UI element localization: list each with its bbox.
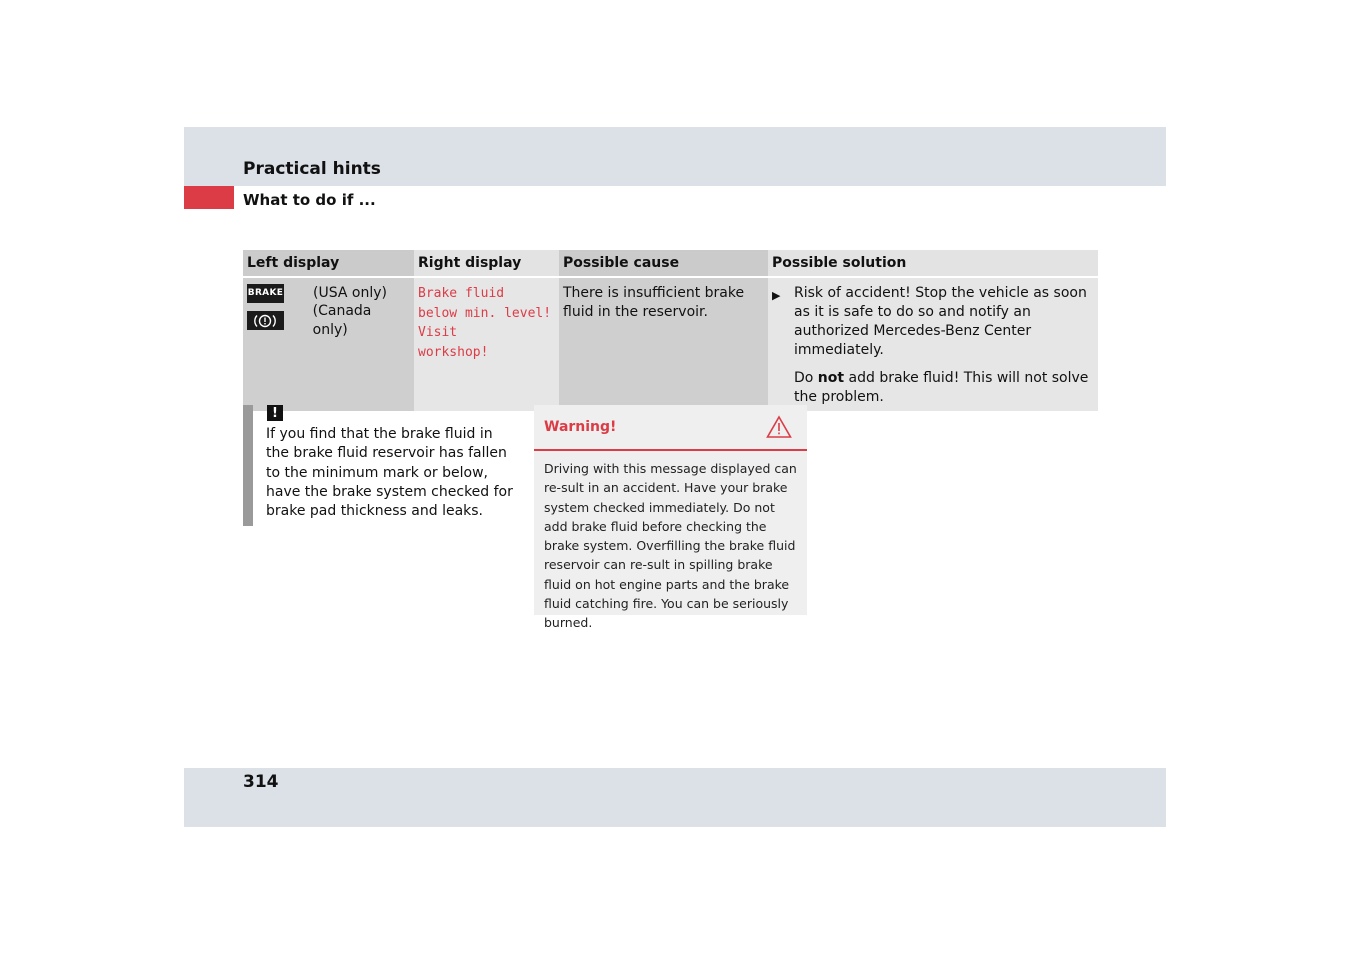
section-marker [184,186,234,209]
page-number: 314 [243,772,279,792]
header-left-display: Left display [243,250,414,277]
table-header-row [243,250,1098,277]
warning-text: Driving with this message displayed can re-sult in an accident. Have your brake system checked immediately. Do not add brake fluid before checking the brake system. Overfilling the brake fluid reservoir can re-sult in spilling brake fluid on hot engine parts and the brake fluid catching fire. You can be seriously burned. [544,461,797,631]
possible-cause-cell: There is insufficient brake fluid in the reservoir. [559,277,768,411]
left-display-cell [243,277,414,411]
solution-step [772,284,1094,360]
indicator-canada-label: (Canada only) [312,302,372,338]
right-display-cell [414,277,559,411]
exclamation-note-icon: ! [267,405,283,421]
footer-band [184,768,1166,827]
header-right-display: Right display [414,250,559,277]
warning-box [534,405,807,631]
triangle-bullet-icon: ▶ [772,289,781,302]
indicator-canada [247,302,410,338]
display-message-table [243,250,1098,411]
header-possible-solution: Possible solution [768,250,1098,277]
note-text: If you find that the brake fluid in the brake fluid reservoir has fallen to the minimum mark or below, have the brake system checked for brake pad thickness and leaks. [266,426,513,520]
section-title: Practical hints [243,159,381,179]
header-possible-cause: Possible cause [559,250,768,277]
display-message: Brake fluid below min. level! Visit workshop! [418,286,552,360]
table-row [243,277,1098,411]
solution-step-text: Risk of accident! Stop the vehicle as soon as it is safe to do so and notify an authorized Mercedes-Benz Center immediately. [794,285,1087,358]
warning-header [534,405,807,451]
brake-warning-icon: BRAKE [247,284,284,303]
note-bar [243,405,253,526]
possible-solution-cell [768,277,1098,411]
subsection-title: What to do if ... [243,191,376,209]
brake-circle-warning-icon [247,311,284,330]
indicator-usa-label: (USA only) [313,285,387,301]
solution-note: Do not add brake fluid! This will not solve the problem. [794,370,1089,405]
warning-triangle-icon [766,415,792,443]
warning-title: Warning! [544,419,617,435]
